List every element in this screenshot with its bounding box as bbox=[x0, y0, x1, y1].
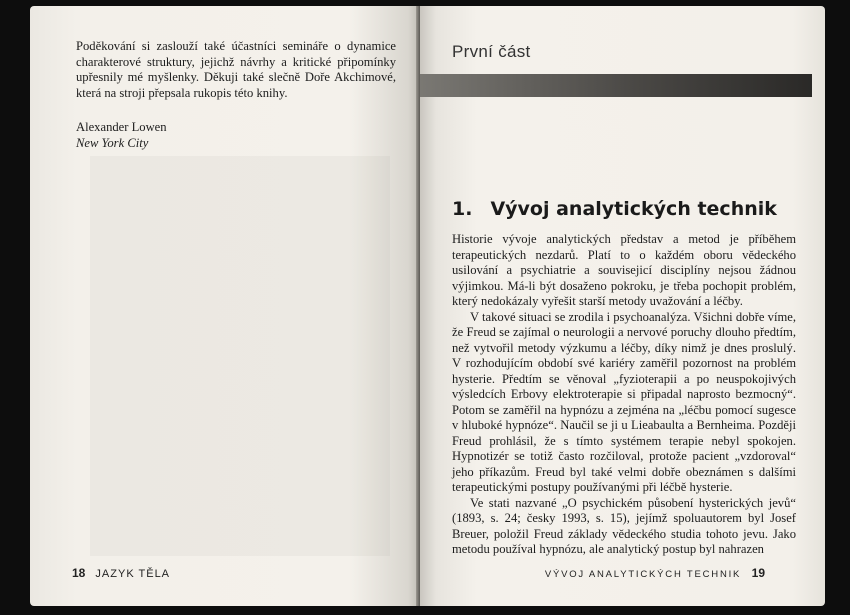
acknowledgement-paragraph: Poděkování si zaslouží také účastníci semináře o dynamice charakterové struktury, jejichž návrhy a kritické připomínky upřesnily mé myšlenky. Děkuji také slečně Doře Akchimové, která na stroji přepsala rukopis této knihy. bbox=[76, 39, 396, 100]
body-paragraph: V takové situaci se zrodila i psychoanalýza. Všichni dobře víme, že Freud se zajímal o neurologii a nervové poruchy dlouho předtím, než vytvořil metody výzkumu a léčby, díky nimž je dnes proslulý. V rozhodujícím období své kariéry zaměřil pozornost na problém hysterie. Předtím se věnoval „fyzioterapii a po neuspokojivých výsledcích Erbovy elektroterapie si připadal naprosto bezmocný“. Potom se zaměřil na hypnózu a zejména na „léčbu pomocí sugesce v hluboké hypnóze“. Naučil se ji u Lieabaulta a Bernheima. Později Freud prohlásil, že s tímto systémem terapie nebyl spokojen. Hypnotizér se totiž často rozčiloval, protože pacient „vzdoroval“ jeho příkazům. Freud byl také velmi dobře obeznámen s dalšími terapeutickými postupy používanými při léčbě hysterie. bbox=[452, 309, 796, 494]
chapter-number: 1. bbox=[452, 198, 473, 220]
left-page-number: 18 bbox=[72, 566, 86, 580]
chapter-heading bbox=[452, 198, 777, 220]
author-city: New York City bbox=[76, 135, 149, 150]
bleed-through-shadow bbox=[90, 156, 390, 556]
signature-block bbox=[76, 120, 167, 151]
chapter-body bbox=[452, 232, 796, 558]
part-title-bar bbox=[420, 74, 812, 97]
right-page bbox=[420, 6, 825, 606]
right-page-footer bbox=[545, 566, 765, 580]
body-paragraph: Historie vývoje analytických představ a metod je příběhem terapeutických nezdarů. Platí to o každém oboru vědeckého usilování a psychiatrie a souvisejicí disciplíny nejsou žádnou výjimkou. Má-li být dosaženo pokroku, je třeba pochopit problém, který nedokázaly vyřešit starší metody uvažování a léčby. bbox=[452, 232, 796, 308]
right-page-number: 19 bbox=[751, 566, 765, 580]
right-running-head: VÝVOJ ANALYTICKÝCH TECHNIK bbox=[544, 569, 742, 580]
author-name: Alexander Lowen bbox=[76, 120, 167, 134]
body-paragraph: Ve stati nazvané „O psychickém působení hysterických jevů“ (1893, s. 24; česky 1993, s. 15), jejímž spoluautorem byl Josef Breuer, položil Freud základy vědeckého studia tohoto jevu. Jako metodu používal hypnózu, ale analytický postup byl nahrazen bbox=[452, 495, 796, 556]
part-title: První část bbox=[452, 42, 531, 61]
left-running-head: JAZYK TĚLA bbox=[95, 568, 171, 580]
left-page bbox=[30, 6, 420, 606]
chapter-title: Vývoj analytických technik bbox=[490, 198, 777, 220]
acknowledgement-text bbox=[76, 39, 396, 101]
left-page-footer bbox=[72, 566, 170, 580]
